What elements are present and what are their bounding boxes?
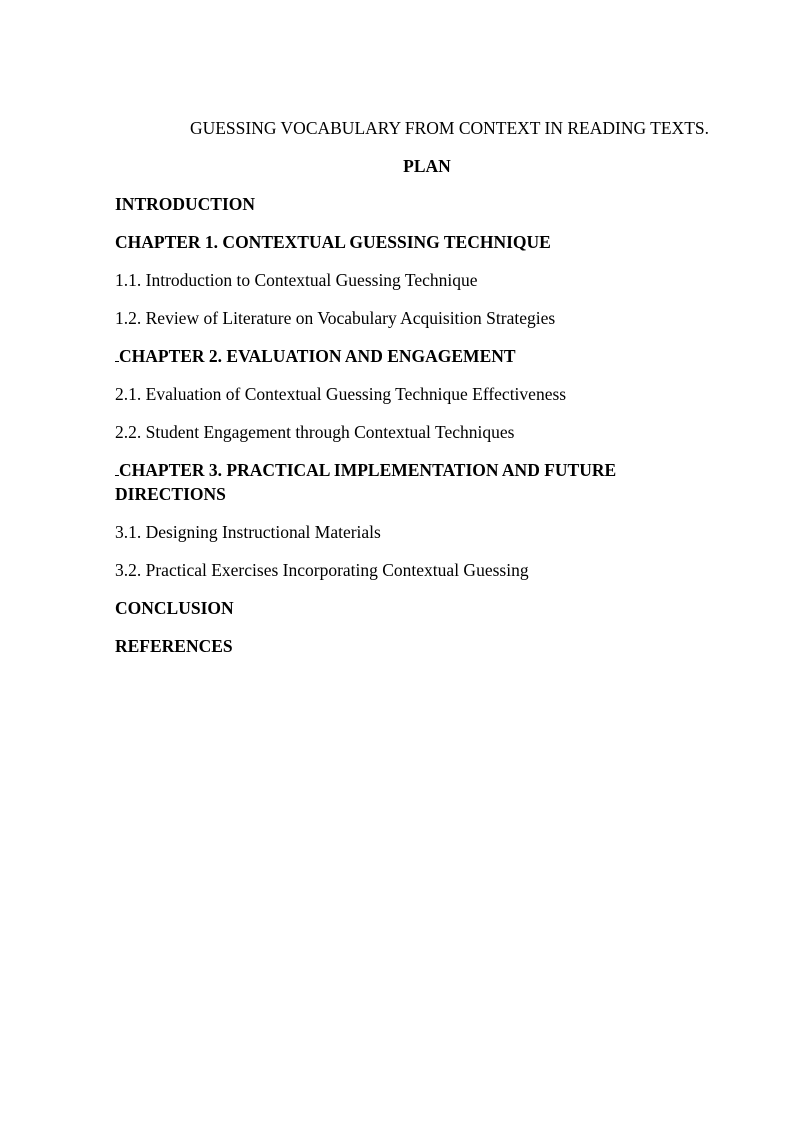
- toc-chapter-3-row: [115, 458, 675, 506]
- toc-section-1-2: 1.2. Review of Literature on Vocabulary Acquisition Strategies: [115, 308, 556, 328]
- document-title: GUESSING VOCABULARY FROM CONTEXT IN READING TEXTS.: [189, 118, 709, 138]
- toc-section-2-1: 2.1. Evaluation of Contextual Guessing Technique Effectiveness: [115, 384, 567, 404]
- toc-section-2-2: 2.2. Student Engagement through Contextual Techniques: [115, 422, 515, 442]
- toc-introduction: INTRODUCTION: [115, 194, 256, 214]
- toc-chapter-2: CHAPTER 2. EVALUATION AND ENGAGEMENT: [119, 346, 516, 366]
- toc-conclusion: CONCLUSION: [115, 598, 234, 618]
- toc-references: REFERENCES: [115, 636, 233, 656]
- toc-chapter-3: CHAPTER 3. PRACTICAL IMPLEMENTATION AND FUTURE DIRECTIONS: [115, 460, 617, 504]
- plan-heading: PLAN: [403, 156, 451, 176]
- toc-chapter-1: CHAPTER 1. CONTEXTUAL GUESSING TECHNIQUE: [115, 232, 551, 252]
- toc-section-3-2: 3.2. Practical Exercises Incorporating Contextual Guessing: [115, 560, 529, 580]
- plan-content: [115, 116, 709, 672]
- toc-section-1-1: 1.1. Introduction to Contextual Guessing Technique: [115, 270, 478, 290]
- toc-chapter-2-row: [115, 344, 685, 368]
- toc-section-3-1: 3.1. Designing Instructional Materials: [115, 522, 381, 542]
